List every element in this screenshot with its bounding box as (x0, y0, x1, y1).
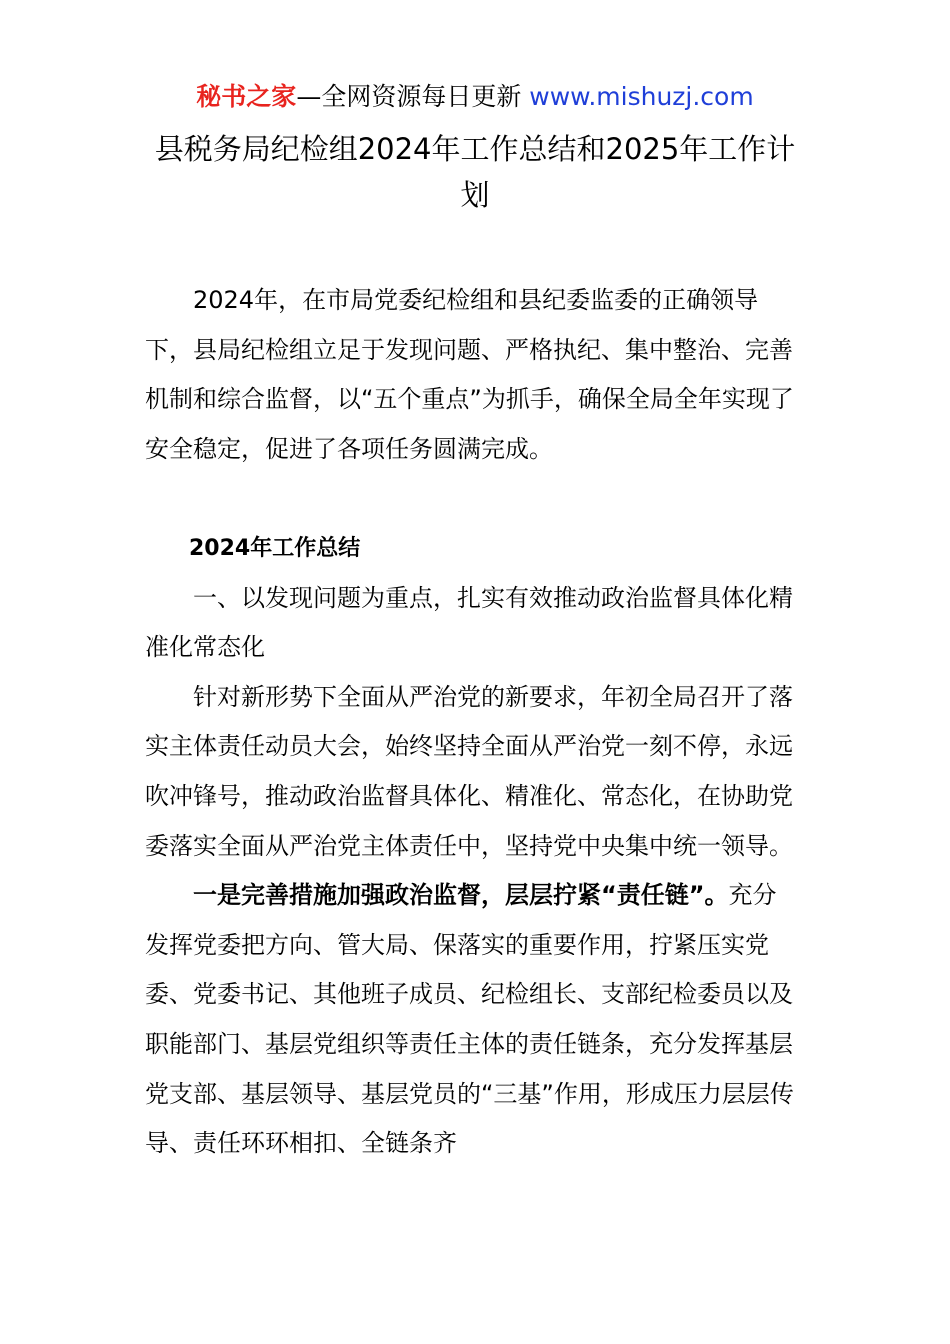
paragraph-spacer (145, 474, 795, 524)
intro-paragraph: 2024年，在市局党委纪检组和县纪委监委的正确领导下，县局纪检组立足于发现问题、严格执纪、集中整治、完善机制和综合监督，以“五个重点”为抓手，确保全局全年实现了安全稳定，促进了各项任务圆满完成。 (145, 286, 794, 463)
point1-body: 针对新形势下全面从严治党的新要求，年初全局召开了落实主体责任动员大会，始终坚持全面从严治党一刻不停，永远吹冲锋号，推动政治监督具体化、精准化、常态化，在协助党委落实全面从严治党主体责任中，坚持党中央集中统一领导。 (145, 682, 793, 860)
document-title: 县税务局纪检组2024年工作总结和2025年工作计划 (154, 132, 796, 212)
site-slogan: —全网资源每日更新 (296, 82, 522, 111)
site-brand: 秘书之家 (196, 82, 297, 111)
site-url-link[interactable]: www.mishuzj.com (529, 82, 754, 111)
point1-heading: 一、以发现问题为重点，扎实有效推动政治监督具体化精准化常态化 (145, 583, 793, 662)
document-body (145, 276, 795, 1169)
sub1-paragraph (145, 871, 795, 1169)
section-heading: 2024年工作总结 (189, 535, 361, 561)
sub1-body: 充分发挥党委把方向、管大局、保落实的重要作用，拧紧压实党委、党委书记、其他班子成员、纪检组长、支部纪检委员以及职能部门、基层党组织等责任主体的责任链条，充分发挥基层党支部、基层领导、基层党员的“三基”作用，形成压力层层传导、责任环环相扣、全链条齐 (145, 881, 794, 1158)
sub1-lead: 一是完善措施加强政治监督，层层拧紧“责任链”。 (193, 881, 729, 910)
site-header (0, 80, 950, 114)
